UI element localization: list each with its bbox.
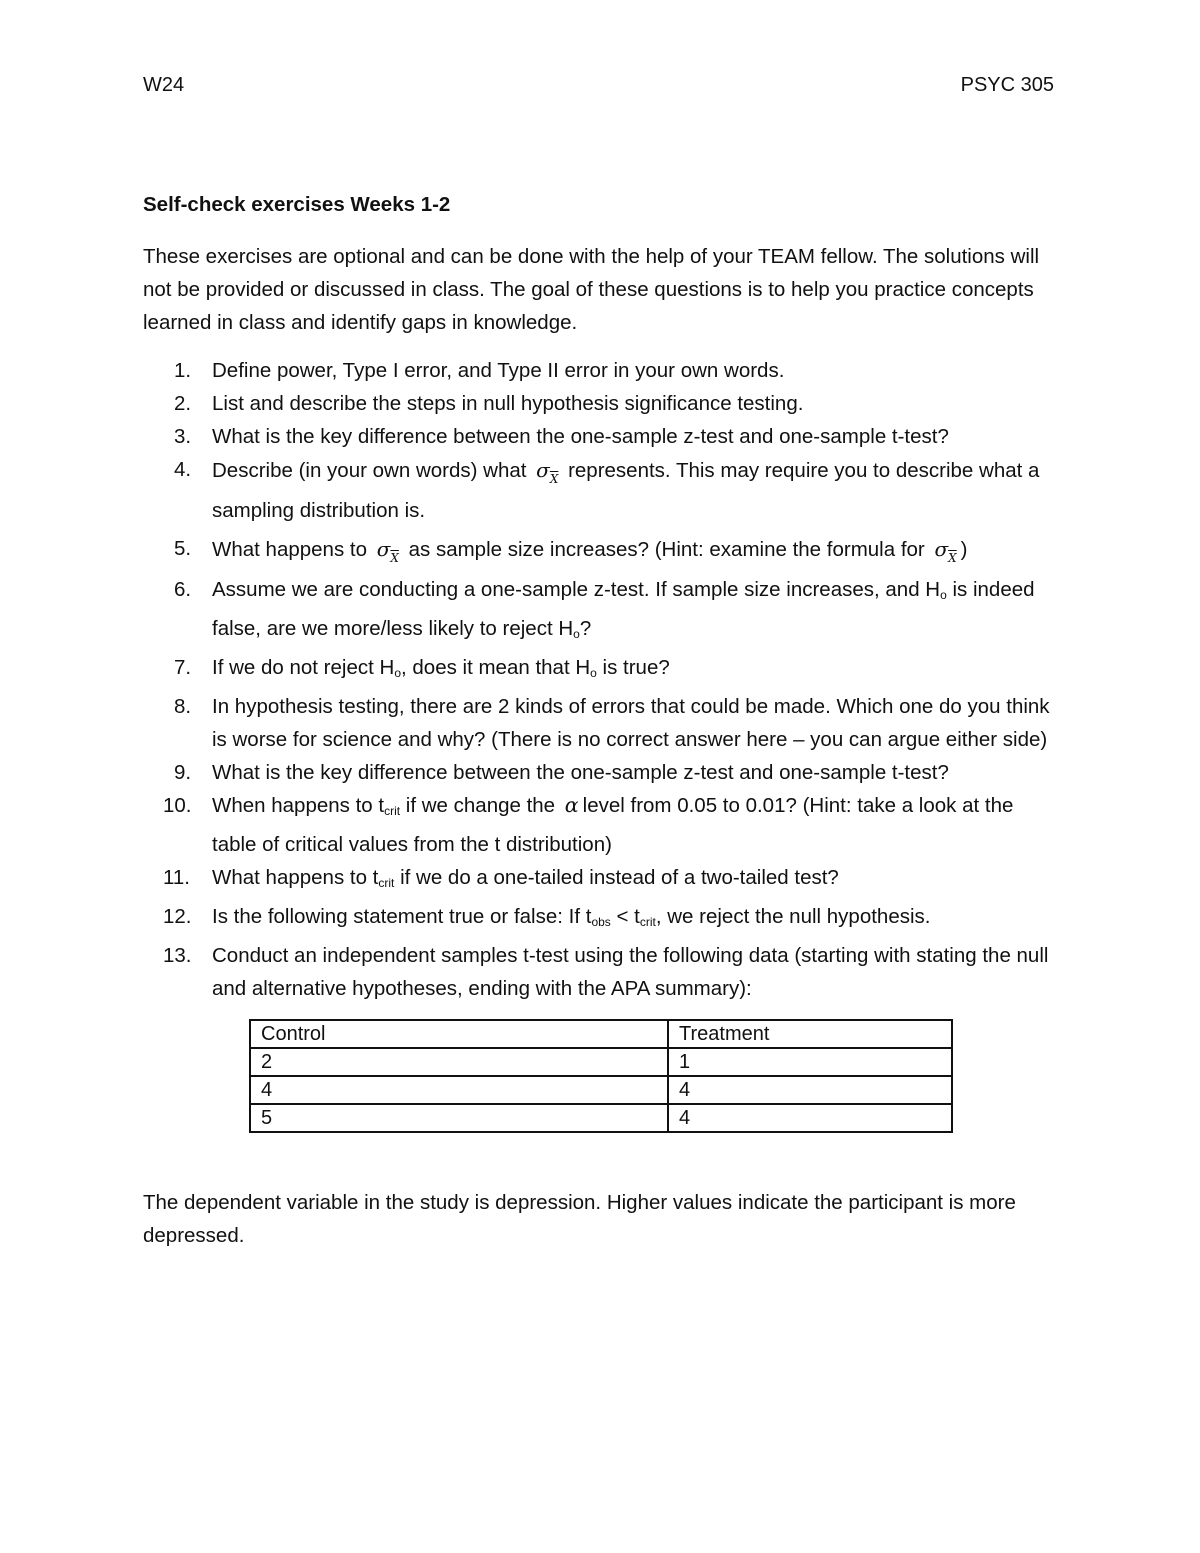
- question-number: 5.: [174, 537, 192, 560]
- table-cell: 4: [250, 1076, 668, 1104]
- alpha-symbol: α: [564, 793, 579, 817]
- question-text-start: What happens to t: [212, 866, 379, 889]
- question-text: Conduct an independent samples t-test using the following data (starting with stating the null and alternative hypotheses, ending with the APA summary):: [212, 944, 1049, 1000]
- question-3: [143, 420, 1063, 453]
- question-text: List and describe the steps in null hypothesis significance testing.: [212, 392, 804, 415]
- question-7: 7. If we do not reject $H_o$, does it mean that $H_o$ is true?: [143, 651, 1063, 690]
- question-text-middle: < t: [610, 905, 640, 928]
- table-header-cell: Control: [250, 1020, 668, 1048]
- question-text-end: represents. This may require you to describe what a sampling distribution is.: [212, 459, 1040, 522]
- question-number: 2.: [174, 392, 192, 415]
- page-title: Self-check exercises Weeks 1-2: [143, 193, 451, 216]
- sigma-xbar-symbol: $\sigma_{\overline{X}}$: [536, 458, 559, 486]
- question-text-start: When happens to t: [212, 794, 385, 817]
- question-number: 9.: [174, 761, 192, 784]
- question-text: Define power, Type I error, and Type II error in your own words.: [212, 359, 785, 382]
- question-number: 1.: [174, 359, 192, 382]
- question-text-middle: , does it mean that H: [401, 656, 591, 679]
- question-number: 8.: [174, 695, 192, 718]
- question-text-start: Is the following statement true or false: If t: [212, 905, 592, 928]
- table-cell: 4: [668, 1076, 952, 1104]
- table-row: [250, 1104, 952, 1132]
- question-1: [143, 354, 1063, 387]
- question-text-middle: if we change the: [400, 794, 556, 817]
- intro-paragraph: These exercises are optional and can be done with the help of your TEAM fellow. The solutions will not be provided or discussed in class. The goal of these questions is to help you practice concepts learned in class and identify gaps in knowledge.: [143, 245, 1040, 334]
- table-cell: 5: [250, 1104, 668, 1132]
- question-number: 10.: [163, 794, 192, 817]
- sigma-xbar-symbol: $\sigma_{\overline{X}}$: [934, 537, 957, 565]
- question-13: [143, 939, 1063, 1005]
- table-header-row: [250, 1020, 952, 1048]
- question-number: 3.: [174, 425, 192, 448]
- question-text-end: ?: [579, 617, 592, 640]
- question-5: [143, 530, 1063, 571]
- question-text-end: ): [960, 538, 968, 561]
- question-4: [143, 451, 1063, 530]
- question-text-end: , we reject the null hypothesis.: [655, 905, 931, 928]
- table-row: [250, 1076, 952, 1104]
- question-number: 12.: [163, 905, 192, 928]
- question-number: 7.: [174, 656, 192, 679]
- question-number: 11.: [163, 866, 190, 889]
- question-number: 6.: [174, 578, 192, 601]
- question-11: 11. What happens to $t_{crit}$ if we do a one-tailed instead of a two-tailed test?: [143, 861, 1063, 900]
- question-number: 13.: [163, 944, 192, 967]
- question-6: 6. Assume we are conducting a one-sample z-test. If sample size increases, and $H_o$ is indeed false, are we more/less likely to reject $H_o$?: [143, 573, 1063, 651]
- question-text-start: What happens to: [212, 538, 367, 561]
- question-2: [143, 387, 1063, 420]
- question-text-middle: is indeed false, are we more/less likely to reject H: [212, 578, 1035, 640]
- question-text-start: If we do not reject H: [212, 656, 395, 679]
- question-12: 12. Is the following statement true or false: If $t_{obs} < t_{crit}$, we reject the null hypothesis.: [143, 900, 1063, 939]
- question-text-end: is true?: [596, 656, 670, 679]
- question-text-end: if we do a one-tailed instead of a two-tailed test?: [394, 866, 839, 889]
- question-text-start: Assume we are conducting a one-sample z-test. If sample size increases, and H: [212, 578, 941, 601]
- sigma-xbar-symbol: $\sigma_{\overline{X}}$: [376, 537, 399, 565]
- table-cell: 1: [668, 1048, 952, 1076]
- question-text-middle: as sample size increases? (Hint: examine the formula for: [408, 538, 925, 561]
- question-text: What is the key difference between the one-sample z-test and one-sample t-test?: [212, 425, 949, 448]
- question-text: In hypothesis testing, there are 2 kinds of errors that could be made. Which one do you think is worse for science and why? (There is no correct answer here – you can argue either side): [212, 695, 1050, 751]
- table-row: [250, 1048, 952, 1076]
- question-10: 10. When happens to $t_{crit}$ if we change the α level from 0.05 to 0.01? (Hint: take a look at the table of critical values from the t distribution): [143, 789, 1063, 861]
- header-term: W24: [143, 74, 185, 96]
- question-number: 4.: [174, 458, 192, 481]
- question-text-end: level from 0.05 to 0.01? (Hint: take a look at the table of critical values from the t distribution): [212, 794, 1014, 856]
- question-8: [143, 690, 1063, 756]
- data-table: [249, 1019, 953, 1133]
- header-course: PSYC 305: [960, 74, 1054, 96]
- outro-paragraph: The dependent variable in the study is depression. Higher values indicate the participant is more depressed.: [143, 1191, 1016, 1247]
- question-text-start: Describe (in your own words) what: [212, 459, 527, 482]
- question-text: What is the key difference between the one-sample z-test and one-sample t-test?: [212, 761, 949, 784]
- table-cell: 4: [668, 1104, 952, 1132]
- question-9: [143, 756, 1063, 789]
- table-header-cell: Treatment: [668, 1020, 952, 1048]
- question-list: [143, 354, 1063, 1005]
- table-cell: 2: [250, 1048, 668, 1076]
